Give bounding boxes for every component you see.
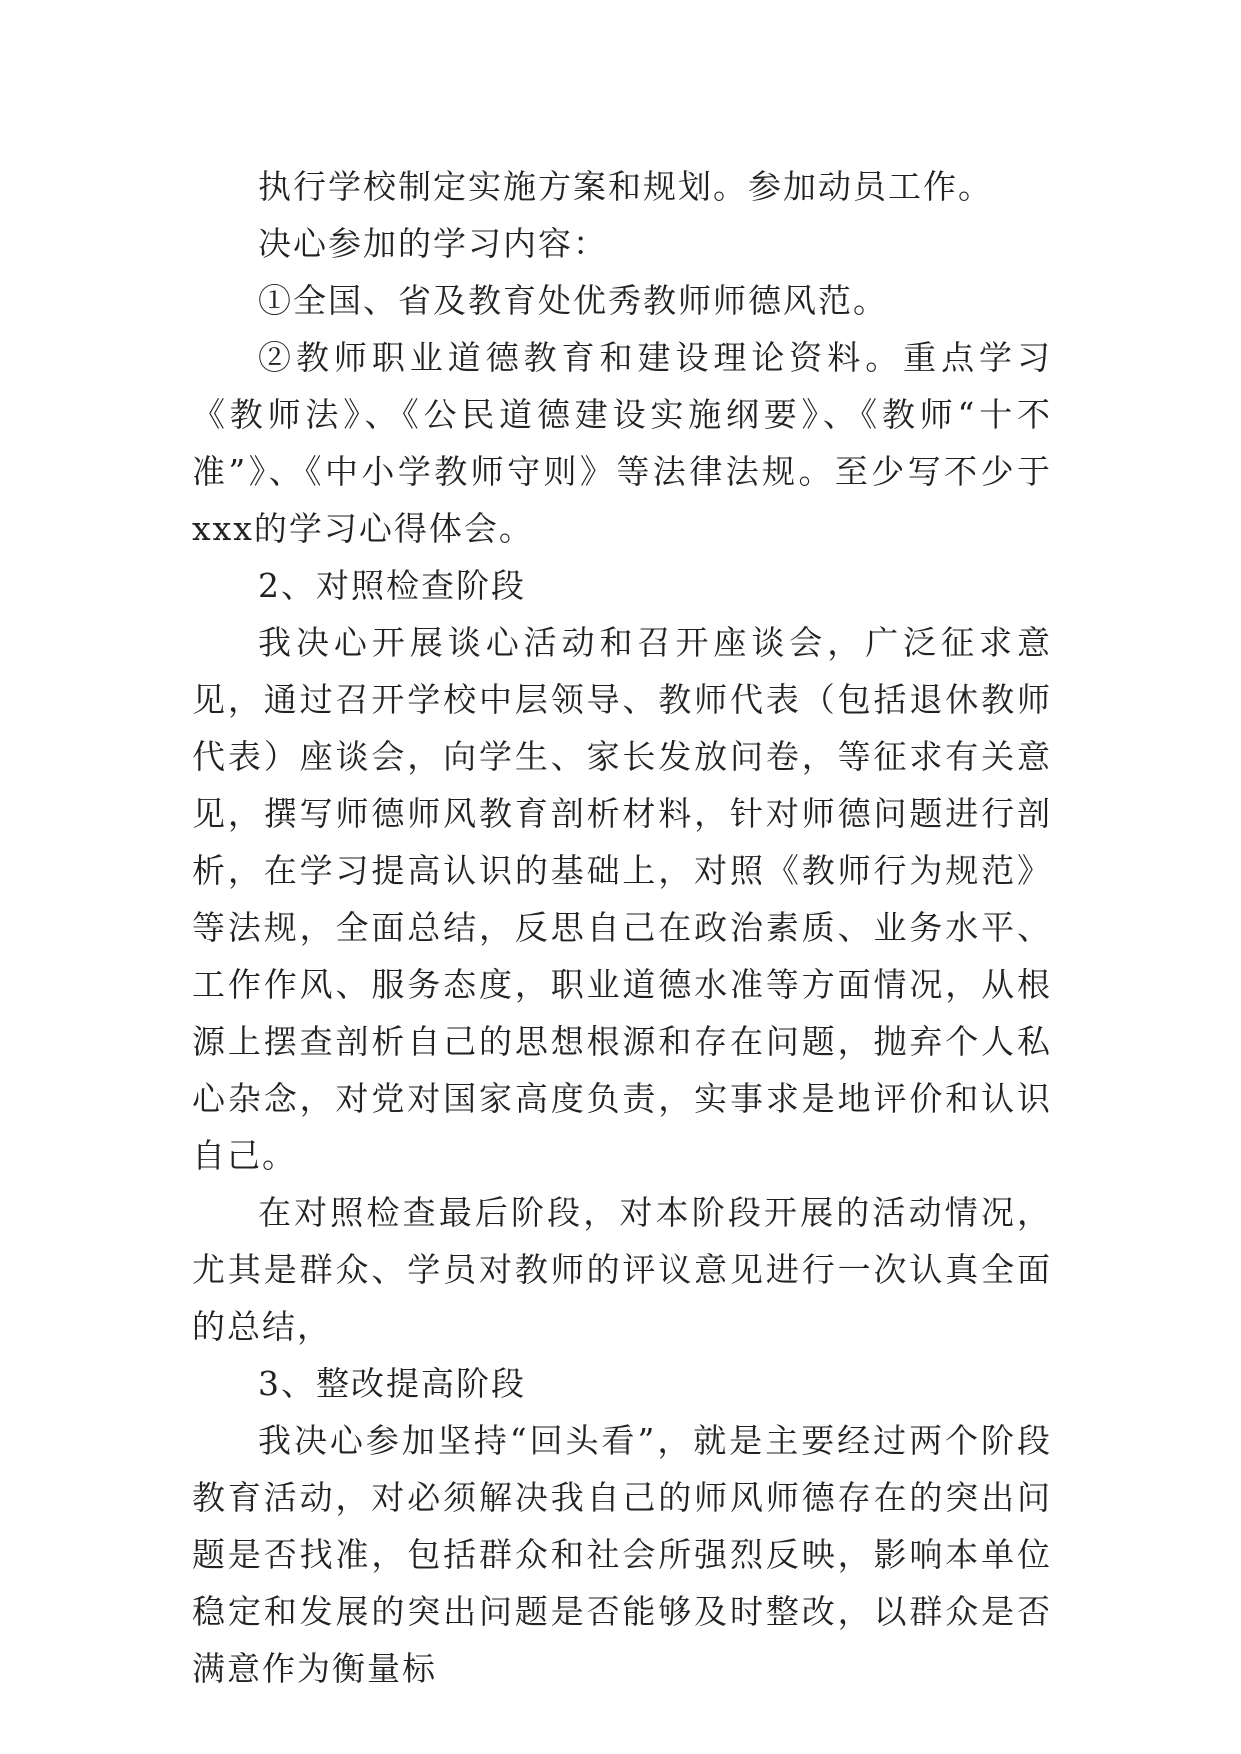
paragraph-5: 我决心开展谈心活动和召开座谈会，广泛征求意见，通过召开学校中层领导、教师代表（包括退休教师代表）座谈会，向学生、家长发放问卷，等征求有关意见，撰写师德师风教育剖析材料，针对师德问题进行剖析，在学习提高认识的基础上，对照《教师行为规范》等法规，全面总结，反思自己在政治素质、业务水平、工作作风、服务态度，职业道德水准等方面情况，从根源上摆查剖析自己的思想根源和存在问题，抛弃个人私心杂念，对党对国家高度负责，实事求是地评价和认识自己。 (192, 623, 1052, 1175)
section-heading-3: 3、整改提高阶段 (258, 1364, 526, 1403)
paragraph-1: 执行学校制定实施方案和规划。参加动员工作。 (258, 167, 993, 206)
paragraph-2: 决心参加的学习内容： (258, 224, 608, 263)
section-heading-2: 2、对照检查阶段 (258, 566, 526, 605)
paragraph-6: 在对照检查最后阶段，对本阶段开展的活动情况，尤其是群众、学员对教师的评议意见进行一次认真全面的总结， (192, 1193, 1052, 1346)
document-body (192, 158, 1052, 1697)
paragraph-7: 我决心参加坚持“回头看”，就是主要经过两个阶段教育活动，对必须解决我自己的师风师德存在的突出问题是否找准，包括群众和社会所强烈反映，影响本单位稳定和发展的突出问题是否能够及时整改，以群众是否满意作为衡量标 (192, 1421, 1052, 1688)
paragraph-3: ①全国、省及教育处优秀教师师德风范。 (258, 281, 888, 320)
paragraph-4: ②教师职业道德教育和建设理论资料。重点学习《教师法》、《公民道德建设实施纲要》、《教师“十不准”》、《中小学教师守则》等法律法规。至少写不少于xxx的学习心得体会。 (192, 338, 1052, 548)
